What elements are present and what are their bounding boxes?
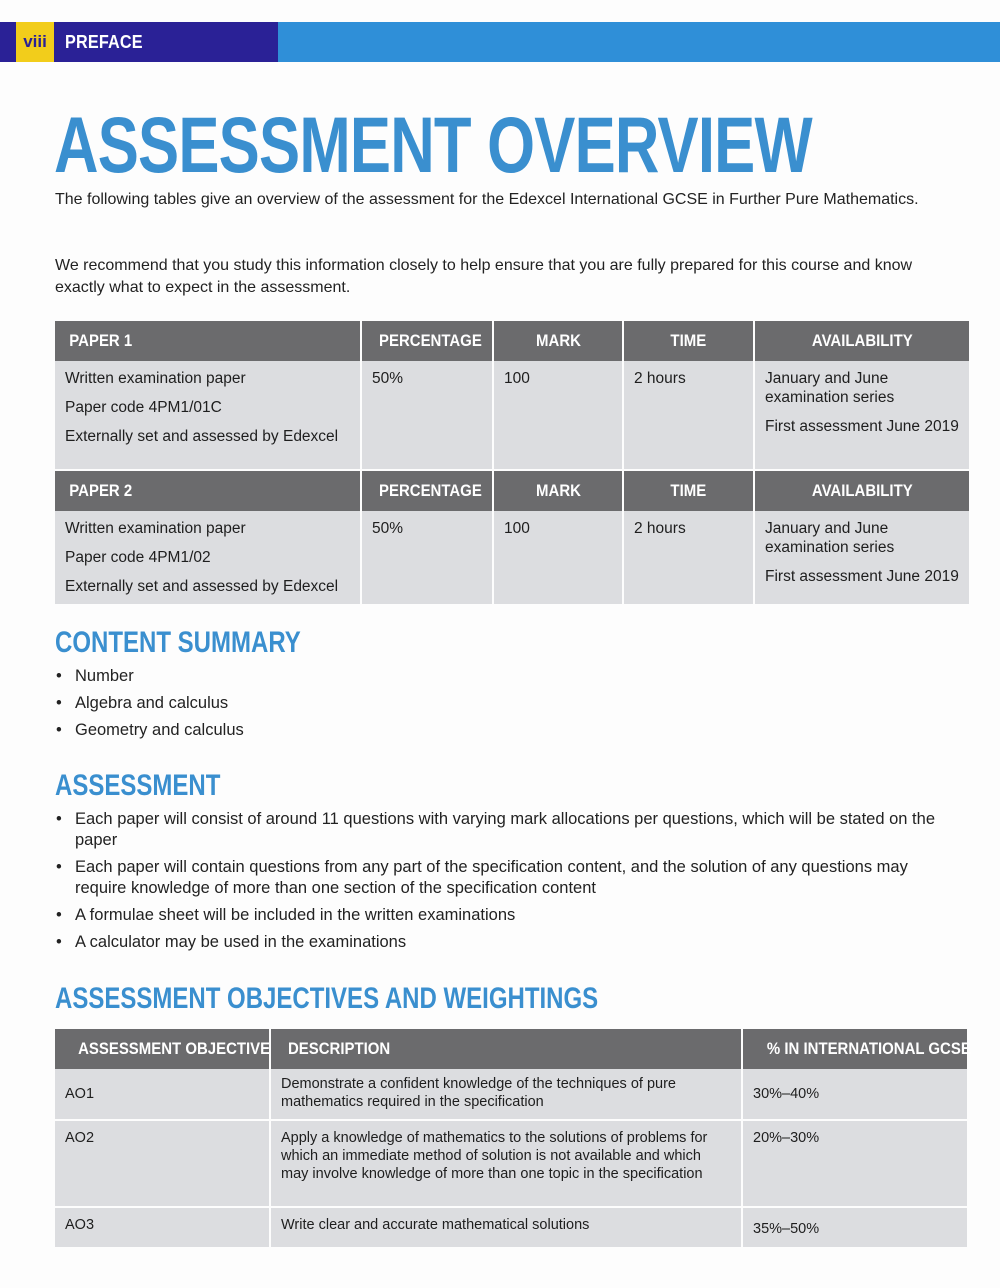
header-description: DESCRIPTION (270, 1029, 742, 1069)
header-percentage: PERCENTAGE (361, 321, 493, 361)
header-paper: PAPER 2 (55, 471, 361, 511)
paper-1-header-row (55, 321, 969, 361)
percentage-value: 50% (361, 511, 493, 604)
header-availability: AVAILABILITY (754, 471, 969, 511)
content-summary-heading: CONTENT SUMMARY (55, 626, 301, 659)
list-item: • Number (55, 666, 960, 687)
percentage-value: 50% (361, 361, 493, 469)
list-item: • A calculator may be used in the examinations (55, 932, 960, 953)
paper-1-data-row (55, 361, 969, 469)
paper-1-table (55, 321, 969, 469)
time-value: 2 hours (623, 511, 754, 604)
paper-details (55, 361, 361, 469)
detail-line: Externally set and assessed by Edexcel (65, 578, 339, 595)
header-time: TIME (623, 471, 754, 511)
availability-line: January and June examination series (765, 370, 895, 406)
availability-line: First assessment June 2019 (765, 568, 959, 585)
list-item: • Each paper will contain questions from any part of the specification content, and the solution of any questions may require knowledge of more than one section of the specification content (55, 857, 960, 899)
content-summary-list (55, 666, 960, 747)
header-percentage: PERCENTAGE (361, 471, 493, 511)
availability-line: First assessment June 2019 (765, 418, 959, 435)
section-label: PREFACE (65, 32, 143, 52)
ao-code: AO3 (55, 1207, 270, 1247)
table-row (55, 1120, 967, 1207)
mark-value: 100 (493, 511, 623, 604)
paper-code: Paper code 4PM1/01C (65, 399, 222, 416)
header-time: TIME (623, 321, 754, 361)
paper-2-header-row (55, 471, 969, 511)
header-paper: PAPER 1 (55, 321, 361, 361)
paper-code: Paper code 4PM1/02 (65, 549, 211, 566)
ao-weight: 35%–50% (742, 1207, 967, 1247)
assessment-heading: ASSESSMENT (55, 769, 221, 802)
detail-line: Written examination paper (65, 370, 246, 387)
list-item: • Geometry and calculus (55, 720, 960, 741)
header-mark: MARK (493, 321, 623, 361)
table-row (55, 1069, 967, 1120)
page-number: viii (16, 22, 54, 62)
list-item: • Algebra and calculus (55, 693, 960, 714)
header-weight: % IN INTERNATIONAL GCSE (742, 1029, 967, 1069)
detail-line: Externally set and assessed by Edexcel (65, 428, 339, 445)
availability-value (754, 361, 969, 469)
intro-paragraph-1: The following tables give an overview of the assessment for the Edexcel International GCSE in Further Pure Mathematics. (55, 191, 919, 208)
header-objective: ASSESSMENT OBJECTIVE (55, 1029, 270, 1069)
list-item: • A formulae sheet will be included in the written examinations (55, 905, 960, 926)
time-value: 2 hours (623, 361, 754, 469)
detail-line: Written examination paper (65, 520, 246, 537)
ao-weight: 20%–30% (742, 1120, 967, 1207)
ao-description: Demonstrate a confident knowledge of the techniques of pure mathematics required in the specification (270, 1069, 742, 1120)
paper-2-data-row (55, 511, 969, 604)
objectives-heading: ASSESSMENT OBJECTIVES AND WEIGHTINGS (55, 982, 599, 1015)
availability-line: January and June examination series (765, 520, 895, 556)
objectives-header-row (55, 1029, 967, 1069)
intro-paragraph-2: We recommend that you study this information closely to help ensure that you are fully prepared for this course and know exactly what to expect in the assessment. (55, 257, 913, 296)
ao-description: Apply a knowledge of mathematics to the solutions of problems for which an immediate method of solution is not available and which may involve knowledge of more than one topic in the specification (270, 1120, 742, 1207)
paper-2-table (55, 471, 969, 604)
ao-weight: 30%–40% (742, 1069, 967, 1120)
ao-code: AO1 (55, 1069, 270, 1120)
page-title: ASSESSMENT OVERVIEW (54, 100, 812, 189)
mark-value: 100 (493, 361, 623, 469)
header-mark: MARK (493, 471, 623, 511)
paper-details (55, 511, 361, 604)
page-header-bar (0, 22, 1000, 62)
header-availability: AVAILABILITY (754, 321, 969, 361)
ao-code: AO2 (55, 1120, 270, 1207)
table-row (55, 1207, 967, 1247)
availability-value (754, 511, 969, 604)
list-item: • Each paper will consist of around 11 questions with varying mark allocations per questions, which will be stated on the paper (55, 809, 960, 851)
ao-description: Write clear and accurate mathematical solutions (270, 1207, 742, 1247)
objectives-table (55, 1029, 971, 1247)
assessment-list (55, 809, 960, 959)
